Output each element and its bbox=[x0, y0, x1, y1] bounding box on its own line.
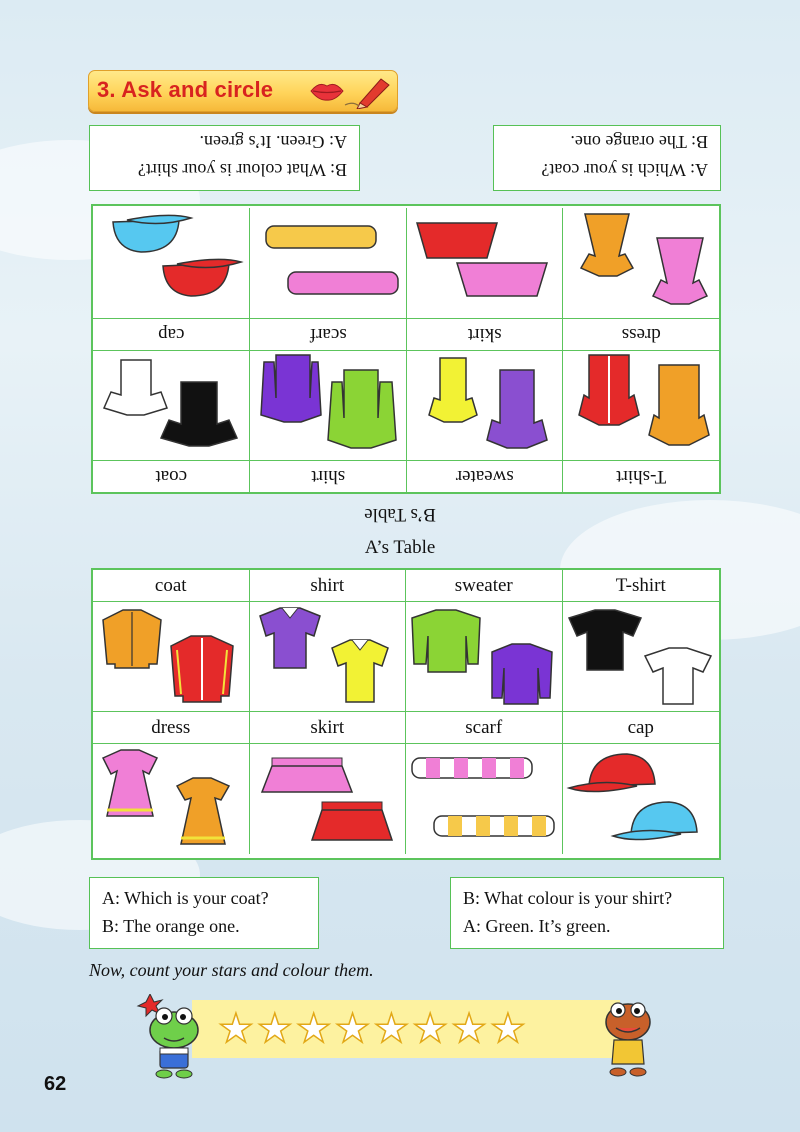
section-header bbox=[88, 70, 398, 112]
b-dialog-shirt bbox=[89, 125, 360, 191]
b-label: skirt bbox=[406, 318, 563, 350]
a-label: coat bbox=[93, 570, 250, 602]
b-label: T-shirt bbox=[563, 460, 720, 492]
b-table bbox=[91, 204, 721, 494]
page-number: 62 bbox=[44, 1073, 67, 1095]
dialog-line: B: The orange one. bbox=[570, 132, 708, 152]
scarves-icon bbox=[249, 208, 406, 318]
dialog-line: B: What colour is your shirt? bbox=[137, 160, 347, 180]
instruction-text: Now, count your stars and colour them. bbox=[89, 960, 374, 980]
dialog-line: B: The orange one. bbox=[102, 916, 240, 936]
frog-mascot-icon bbox=[134, 994, 214, 1080]
a-skirts-picture[interactable] bbox=[250, 744, 407, 854]
b-sweaters-picture[interactable] bbox=[250, 350, 407, 460]
section-title: 3. Ask and circle bbox=[97, 77, 274, 102]
sweaters-icon bbox=[249, 350, 406, 460]
a-coats-picture[interactable] bbox=[93, 602, 250, 712]
dialog-line: A: Which is your coat? bbox=[102, 888, 269, 908]
b-tshirts-picture[interactable] bbox=[93, 350, 250, 460]
a-shirts-picture[interactable] bbox=[250, 602, 407, 712]
b-dresses-picture[interactable] bbox=[563, 208, 720, 318]
scarves-icon bbox=[406, 744, 563, 854]
caps-icon bbox=[563, 744, 720, 854]
dialog-line: A: Which is your coat? bbox=[541, 160, 708, 180]
dresses-icon bbox=[93, 744, 250, 854]
tshirts-icon bbox=[563, 602, 720, 712]
tshirts-icon bbox=[93, 350, 250, 460]
a-dresses-picture[interactable] bbox=[93, 744, 250, 854]
star-outline-icon[interactable]: ★ bbox=[334, 1006, 371, 1052]
b-label: coat bbox=[93, 460, 250, 492]
a-caps-picture[interactable] bbox=[563, 744, 720, 854]
a-dialog-shirt bbox=[450, 877, 724, 949]
star-row bbox=[218, 1007, 526, 1051]
b-skirts-picture[interactable] bbox=[406, 208, 563, 318]
star-outline-icon[interactable]: ★ bbox=[451, 1006, 488, 1052]
skirts-icon bbox=[250, 744, 407, 854]
b-dialog-coat bbox=[493, 125, 721, 191]
a-scarves-picture[interactable] bbox=[406, 744, 563, 854]
a-label: cap bbox=[563, 712, 720, 744]
a-table bbox=[91, 568, 721, 860]
b-coats-picture[interactable] bbox=[563, 350, 720, 460]
b-label: scarf bbox=[250, 318, 407, 350]
star-outline-icon[interactable]: ★ bbox=[295, 1006, 332, 1052]
b-table-caption: B’s Table bbox=[364, 504, 436, 525]
a-label: skirt bbox=[250, 712, 407, 744]
a-tshirts-picture[interactable] bbox=[563, 602, 720, 712]
a-label: scarf bbox=[406, 712, 563, 744]
a-label: sweater bbox=[406, 570, 563, 602]
dresses-icon bbox=[562, 208, 719, 318]
toad-mascot-icon bbox=[598, 996, 658, 1080]
lips-pencil-icons bbox=[305, 73, 393, 109]
a-label: shirt bbox=[250, 570, 407, 602]
star-outline-icon[interactable]: ★ bbox=[373, 1006, 410, 1052]
a-dialog-coat bbox=[89, 877, 319, 949]
b-label: cap bbox=[93, 318, 250, 350]
star-outline-icon[interactable]: ★ bbox=[218, 1006, 254, 1052]
shirts-icon bbox=[406, 350, 563, 460]
coats-icon bbox=[562, 350, 719, 460]
caps-icon bbox=[93, 208, 250, 318]
b-scarves-picture[interactable] bbox=[250, 208, 407, 318]
star-outline-icon[interactable]: ★ bbox=[256, 1006, 293, 1052]
a-table-caption: A’s Table bbox=[364, 537, 436, 558]
dialog-line: A: Green. It’s green. bbox=[199, 132, 347, 152]
b-shirts-picture[interactable] bbox=[406, 350, 563, 460]
a-label: dress bbox=[93, 712, 250, 744]
b-caps-picture[interactable] bbox=[93, 208, 250, 318]
coats-icon bbox=[93, 602, 250, 712]
skirts-icon bbox=[406, 208, 563, 318]
sweaters-icon bbox=[406, 602, 563, 712]
a-label: T-shirt bbox=[563, 570, 720, 602]
b-label: sweater bbox=[406, 460, 563, 492]
star-outline-icon[interactable]: ★ bbox=[412, 1006, 449, 1052]
dialog-line: A: Green. It’s green. bbox=[463, 916, 611, 936]
b-label: dress bbox=[563, 318, 720, 350]
dialog-line: B: What colour is your shirt? bbox=[463, 888, 673, 908]
star-outline-icon[interactable]: ★ bbox=[490, 1006, 526, 1052]
a-sweaters-picture[interactable] bbox=[406, 602, 563, 712]
shirts-icon bbox=[250, 602, 407, 712]
lips-icon bbox=[311, 84, 343, 100]
b-label: shirt bbox=[250, 460, 407, 492]
pencil-icon bbox=[345, 79, 389, 109]
